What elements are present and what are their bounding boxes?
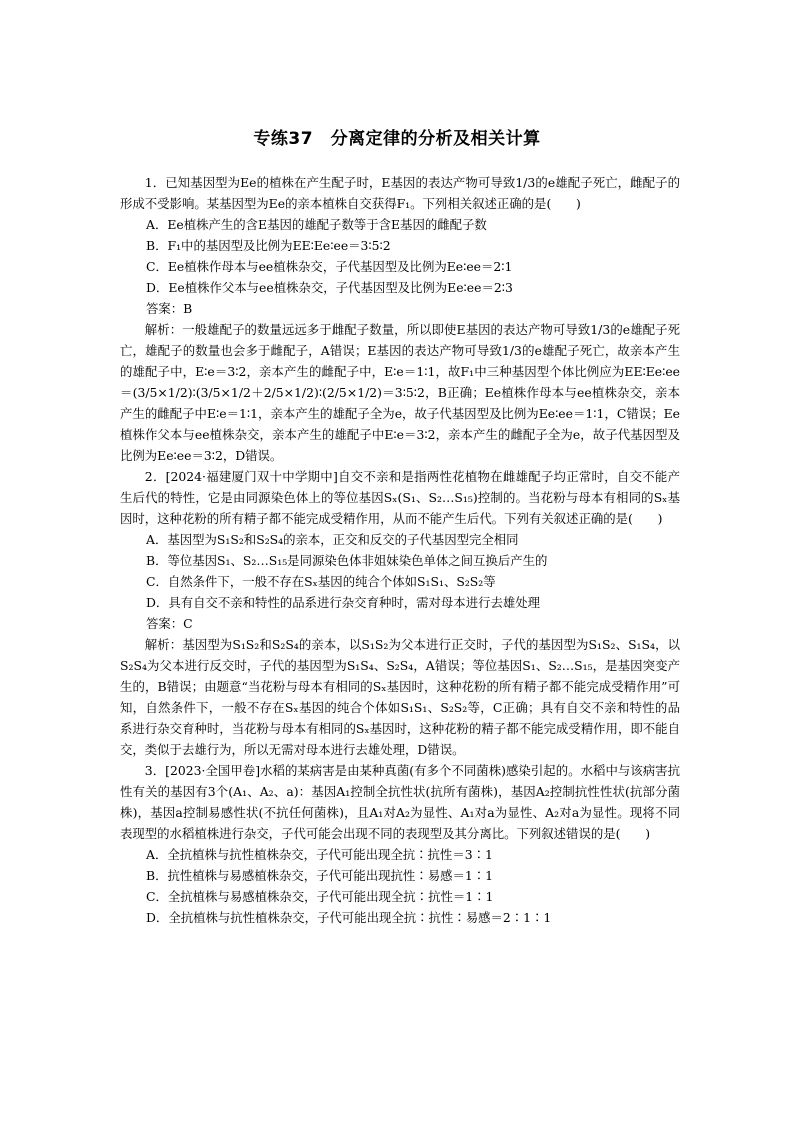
page-title: 专练37 分离定律的分析及相关计算	[253, 129, 541, 149]
question-3-option-c: C．全抗植株与易感植株杂交，子代可能出现全抗∶抗性＝1∶1	[146, 889, 494, 904]
question-2-option-b: B．等位基因S₁、S₂…S₁₅是同源染色体非姐妹染色单体之间互换后产生的	[146, 553, 548, 568]
question-2-answer: 答案：C	[146, 616, 193, 631]
question-1-option-c: C．Ee植株作母本与ee植株杂交，子代基因型及比例为Ee∶ee＝2∶1	[146, 259, 513, 274]
question-3-option-b: B．抗性植株与易感植株杂交，子代可能出现抗性∶易感＝1∶1	[146, 868, 494, 883]
question-1-option-b: B．F₁中的基因型及比例为EE∶Ee∶ee＝3∶5∶2	[146, 238, 391, 253]
question-1-option-a: A．Ee植株产生的含E基因的雄配子数等于含E基因的雌配子数	[146, 217, 487, 232]
question-1-analysis: 解析：一般雄配子的数量远远多于雌配子数量，所以即使E基因的表达产物可导致1/3的e雄配子死亡，雄配子的数量也会多于雌配子，A错误；E基因的表达产物可导致1/3的e雄配子死亡，故亲本产生的雄配子中，E∶e＝3∶2，亲本产生的雌配子中，E∶e＝1∶1，故F₁中三种基因型个体比例应为EE∶Ee∶ee＝(3/5×1/2)∶(3/5×1/2＋2/5×1/2)∶(2/5×1/2)＝3∶5∶2，B正确；Ee植株作母本与ee植株杂交，亲本产生的雌配子中E∶e＝1∶1，亲本产生的雄配子全为e，故子代基因型及比例为Ee∶ee＝1∶1，C错误；Ee植株作父本与ee植株杂交，亲本产生的雄配子中E∶e＝3∶2，亲本产生的雌配子全为e，故子代基因型及比例为Ee∶ee＝3∶2，D错误。	[120, 322, 680, 463]
question-1-stem: 1．已知基因型为Ee的植株在产生配子时，E基因的表达产物可导致1/3的e雄配子死亡，雌配子的形成不受影响。某基因型为Ee的亲本植株自交获得F₁。下列相关叙述正确的是( )	[120, 175, 680, 211]
question-1-answer: 答案：B	[146, 301, 193, 316]
question-3-option-a: A．全抗植株与抗性植株杂交，子代可能出现全抗∶抗性＝3∶1	[146, 847, 493, 862]
question-2-stem: 2．[2024·福建厦门双十中学期中]自交不亲和是指两性花植物在雌雄配子均正常时，自交不能产生后代的特性，它是由同源染色体上的等位基因Sₓ(S₁、S₂…S₁₅)控制的。当花粉与母本有相同的Sₓ基因时，这种花粉的所有精子都不能完成受精作用，从而不能产生后代。下列有关叙述正确的是( )	[120, 469, 680, 526]
document-body	[120, 172, 680, 928]
question-2-option-c: C．自然条件下，一般不存在Sₓ基因的纯合个体如S₁S₁、S₂S₂等	[146, 574, 496, 589]
question-2-option-d: D．具有自交不亲和特性的品系进行杂交育种时，需对母本进行去雄处理	[146, 595, 541, 610]
question-3-stem: 3．[2023·全国甲卷]水稻的某病害是由某种真菌(有多个不同菌株)感染引起的。水稻中与该病害抗性有关的基因有3个(A₁、A₂、a)：基因A₁控制全抗性状(抗所有菌株)，基因A₂控制抗性性状(抗部分菌株)，基因a控制易感性状(不抗任何菌株)，且A₁对A₂为显性、A₁对a为显性、A₂对a为显性。现将不同表现型的水稻植株进行杂交，子代可能会出现不同的表现型及其分离比。下列叙述错误的是( )	[120, 763, 680, 841]
question-2-option-a: A．基因型为S₁S₂和S₂S₄的亲本，正交和反交的子代基因型完全相同	[146, 532, 519, 547]
question-1-option-d: D．Ee植株作父本与ee植株杂交，子代基因型及比例为Ee∶ee＝2∶3	[146, 280, 513, 295]
question-3-option-d: D．全抗植株与抗性植株杂交，子代可能出现全抗∶抗性∶易感＝2∶1∶1	[146, 910, 552, 925]
question-2-analysis: 解析：基因型为S₁S₂和S₂S₄的亲本，以S₁S₂为父本进行正交时，子代的基因型为S₁S₂、S₁S₄，以S₂S₄为父本进行反交时，子代的基因型为S₁S₄、S₂S₄，A错误；等位基因S₁、S₂…S₁₅，是基因突变产生的，B错误；由题意“当花粉与母本有相同的Sₓ基因时，这种花粉的所有精子都不能完成受精作用”可知，自然条件下，一般不存在Sₓ基因的纯合个体如S₁S₁、S₂S₂等，C正确；具有自交不亲和特性的品系进行杂交育种时，当花粉与母本有相同的Sₓ基因时，这种花粉的精子都不能完成受精作用，即不能自交，类似于去雄行为，所以无需对母本进行去雄处理，D错误。	[120, 637, 680, 757]
